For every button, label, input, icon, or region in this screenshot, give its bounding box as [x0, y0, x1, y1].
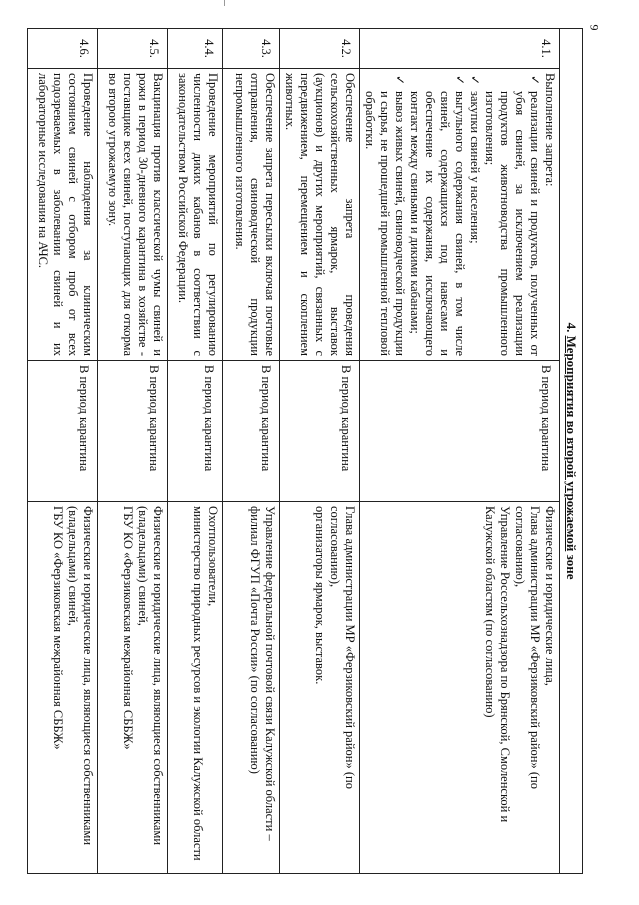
- responsible-line: организаторы ярмарок, выставок.: [313, 506, 327, 685]
- row-number: 4.6.: [28, 29, 98, 69]
- responsible-line: ГБУ КО «Ферзиковская межрайонная СББЖ»: [51, 506, 65, 750]
- row-number: 4.1.: [360, 29, 560, 69]
- row-term: В период карантина: [168, 361, 223, 502]
- measures-table: [27, 28, 583, 874]
- row-action: Проведение мероприятий по регулированию численности диких кабанов в соответствии с законодательством Российской Федерации.: [168, 69, 223, 361]
- row-term: В период карантина: [280, 361, 360, 502]
- responsible-line: Глава администрации МР «Ферзиковский район» (по согласованию),: [513, 506, 542, 789]
- table-row: [28, 29, 98, 874]
- check-item-text: вывоз живых свиней, свиноводческой продукции и сырья, не прошедшей промышленной тепловой обработки.: [363, 91, 407, 356]
- row-term: В период карантина: [98, 361, 168, 502]
- row-term: В период карантина: [223, 361, 280, 502]
- row-responsible: [360, 502, 560, 874]
- checkmark-icon: ✓: [393, 75, 407, 86]
- row-number: 4.4.: [168, 29, 223, 69]
- check-list-item: [467, 75, 482, 356]
- row-action-intro: Выполнение запрета:: [543, 73, 557, 187]
- row-action: Обеспечение запрета проведения сельскохозяйственных ярмарок, выставок (аукционов) и других мероприятий, связанных с передвижением, перемещением и скоплением животных.: [280, 69, 360, 361]
- check-list-item: [482, 75, 542, 356]
- row-number: 4.2.: [280, 29, 360, 69]
- row-responsible: [28, 502, 98, 874]
- table-heading-row: [560, 29, 583, 874]
- table-row: [360, 29, 560, 874]
- table-row: [98, 29, 168, 874]
- responsible-line: ГБУ КО «Ферзиковская межрайонная СББЖ»: [121, 506, 135, 750]
- checkmark-icon: ✓: [528, 75, 542, 86]
- checkmark-icon: ✓: [453, 75, 467, 86]
- row-action: Вакцинация против классической чумы свиней и рожи в период 30-дневного карантина в хозяйстве - поставщике всех свиней, поступающих для откорма во второю угрожаемую зону.: [98, 69, 168, 361]
- scan-artifact-line: [224, 0, 225, 6]
- row-responsible: [223, 502, 280, 874]
- check-list-item: [407, 75, 467, 356]
- responsible-line: Физические и юридические лица, являющиеся собственниками (владельцами) свиней,: [66, 506, 95, 846]
- page-number: 9: [587, 24, 602, 31]
- table-row: [168, 29, 223, 874]
- check-item-text: реализации свиней и продуктов, полученных от убоя свиней, за исключением реализации продуктов животноводства промышленного изготовления;: [483, 91, 542, 356]
- check-item-text: выгульного содержания свиней, в том числе свиней, содержащихся под навесами и обеспечение их содержания, исключающего контакт между свиньями и дикими кабанами;: [408, 91, 467, 356]
- heading-underlined: Мероприятия во второй угрожаемой: [564, 335, 579, 552]
- row-responsible: [280, 502, 360, 874]
- check-list-item: [362, 75, 407, 356]
- responsible-line: Физические и юридические лица, являющиеся собственниками (владельцами) свиней,: [136, 506, 165, 846]
- responsible-line: Физические и юридические лица,: [543, 506, 557, 686]
- responsible-line: Охотпользователи,: [206, 506, 220, 607]
- heading-prefix: 4.: [564, 322, 579, 336]
- heading-suffix: зоне: [564, 551, 579, 580]
- row-action: Обеспечение запрета пересылки включая почтовые отправления, свиноводческой продукции непромышленного изготовления.: [223, 69, 280, 361]
- checkmark-icon: ✓: [468, 75, 482, 86]
- responsible-line: Глава администрации МР «Ферзиковский район» (по согласованию),: [328, 506, 357, 789]
- check-item-text: закупки свиней у населения;: [468, 91, 482, 244]
- row-number: 4.5.: [98, 29, 168, 69]
- row-term: В период карантина: [28, 361, 98, 502]
- responsible-line: Управление Россельхознадзора по Брянской, Смоленской и Калужской областям (по согласованию): [483, 506, 512, 823]
- row-responsible: [98, 502, 168, 874]
- row-responsible: [168, 502, 223, 874]
- section-heading: [560, 29, 583, 874]
- rotated-page-content: [36, 28, 583, 873]
- check-list: [362, 73, 542, 356]
- responsible-line: Управление федеральной почтовой связи Калужской области – филиал ФГУП «Почта России» (по согласованию): [248, 506, 277, 841]
- table-row: [223, 29, 280, 874]
- row-term: В период карантина: [360, 361, 560, 502]
- row-action: [360, 69, 560, 361]
- responsible-line: министерство природных ресурсов и экологии Калужской области: [191, 506, 205, 861]
- row-number: 4.3.: [223, 29, 280, 69]
- row-action: Проведение наблюдения за клиническим состоянием свиней с отбором проб от всех подозреваемых в заболевании свиней и их лабораторные исследования на АЧС.: [28, 69, 98, 361]
- table-row: [280, 29, 360, 874]
